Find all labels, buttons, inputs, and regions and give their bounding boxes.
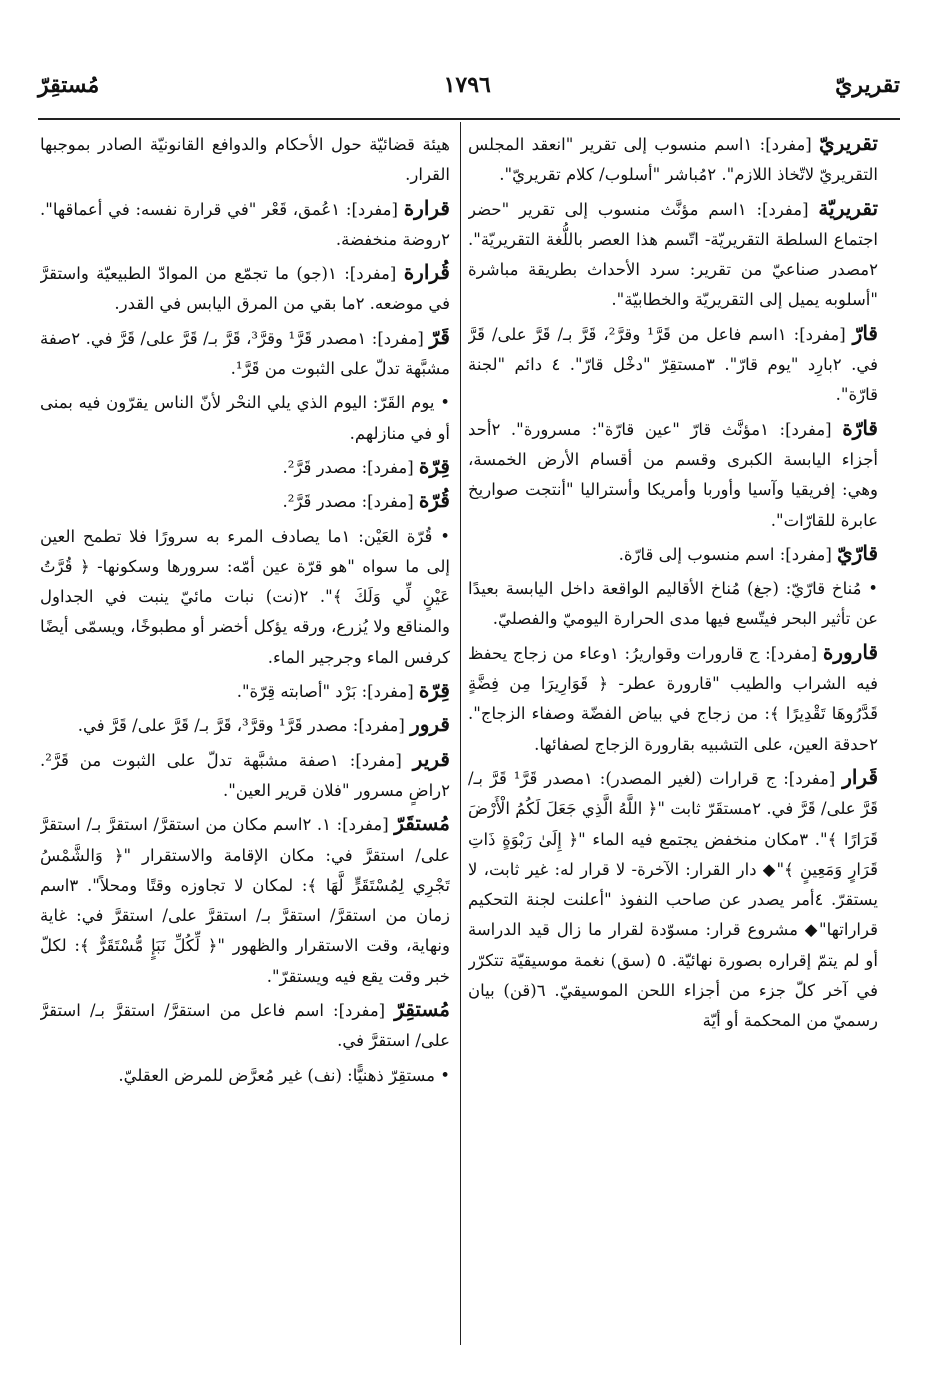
entry [40,451,450,483]
definition: [مفرد]: ١اسم منسوب إلى تقرير "انعقد المجلس التقريريّ لاتّخاذ اللازم". ٢مُباشر "أسلوب/ كلام تقريريّ". [468,135,878,185]
definition: [مفرد]: مصدر قَرَّ¹ وقرَّ³، قَرَّ بـ/ قَرَّ على/ قَرَّ في. [77,716,411,736]
headword: قرارة [403,195,450,220]
running-header [38,60,900,110]
headword: قارّ [852,320,878,345]
header-last-entry: مُستقِرّ [38,72,100,98]
right-column [468,128,878,1355]
headword: قارّة [842,415,878,440]
definition: [مفرد]: ١(جو) ما تجمّع من الموادّ الطبيعيّة واستقرَّ في موضعه. ٢ما بقي من المرق اليابس في القدر. [40,264,450,314]
headword: تقريريّة [818,195,878,220]
entry [40,808,450,992]
headword: قِرّة [418,453,450,478]
entry [40,128,450,191]
entry [468,762,878,1037]
column-divider [460,122,461,1345]
definition: • قُرّة العَيْن: ١ما يصادف المرء به سرورًا فلا تطمح العين إلى ما سواه "هو قرّة عين أمّه: سرورها وسكونها- ﴿ قُرَّتُ عَيْنٍ لِّي وَلَكَ ﴾". ٢(نت) نبات مائيّ ينبت في الجداول والمناقع ولا يُزرع، ورقه يؤكل أخضر أو مطبوخًا، ويسمّى أيضًا كرفس الماء وجرجير الماء. [40,526,450,667]
headword: قرور [410,712,450,737]
definition: • مستقِرّ ذهنيًّا: (نف) غير مُعرَّض للمرض العقليّ. [118,1065,450,1085]
entry [40,709,450,741]
headword: قرير [412,746,450,771]
entry [40,1059,450,1091]
entry [468,637,878,760]
definition: [مفرد]: بَرْد "أصابته قِرّة". [236,682,419,702]
definition: [مفرد]: ج قارورات وقواريرُ: ١وعاء من زجاج يحفظ فيه الشراب والطيب "قارورة عطر- ﴿ قَوَارِيرَا مِن فِضَّةٍ قَدَّرُوهَا تَقْدِيرًا ﴾: من زجاج في بياض الفضّة وصفاء الزجاج". ٢حدقة العين، على التشبيه بقارورة الزجاج لصفائها. [468,643,878,754]
entry [468,413,878,536]
definition: [مفرد]: مصدر قَرَّ². [282,492,419,512]
definition: [مفرد]: ج قرارات (لغير المصدر): ١مصدر قَرَّ¹ قَرَّ بـ/ قَرَّ على/ قَرَّ في. ٢مستقَرّ ثابت "﴿ اللَّهُ الَّذِي جَعَلَ لَكُمُ الْأَرْضَ قَرَارًا ﴾". ٣مكان منخفض يجتمع فيه الماء "﴿ إِلَىٰ رَبْوَةٍ ذَاتِ قَرَارٍ وَمَعِينٍ ﴾"◆ دار القرار: الآخرة- لا قرار له: غير ثابت، لا يستقرّ. ٤أمر يصدر عن صاحب النفوذ "أعلنت لجنة التحكيم قراراتها"◆ مشروع قرار: مسوّدة لقرار ما زال قيد الدراسة أو لم يتمّ إقراره بصورة نهائيّة. ٥ (سق) نغمة موسيقيّة تتكرّر في آخر كلّ جزء من أجزاء اللحن الموسيقيّ. ٦(قن) بيان رسميّ من المحكمة أو أيّة [468,768,878,1031]
entry [468,128,878,191]
entry [40,744,450,807]
entry [40,994,450,1057]
headword: قِرّة [418,678,450,703]
definition: [مفرد]: ١. ٢اسم مكان من استقرَّ/ استقرَّ بـ/ استقرَّ على/ استقرَّ في: مكان الإقامة والاستقرار "﴿ وَالشَّمْسُ تَجْرِي لِمُسْتَقَرٍّ لَّهَا ﴾: لمكان لا تجاوزه وقتًا ومحلاً". ٣اسم زمان من استقرَّ/ استقرَّ بـ/ استقرَّ على/ استقرَّ في: غاية ونهاية، وقت الاستقرار والظهور "﴿ لِّكُلِّ نَبَإٍ مُّسْتَقَرٌّ ﴾: لكلّ خبر وقت يقع فيه ويستقرّ". [40,815,450,986]
headword: مُستقَرّ [394,811,450,836]
entry [468,538,878,570]
headword: قُرّة [418,488,450,513]
headword: مُستقِرّ [394,997,450,1022]
definition: [مفرد]: ١مؤنَّث قارّ "عين قارّة": مسرورة". ٢أحد أجزاء اليابسة الكبرى وقسم من أقسام الأرض الخمسة، وهي: إفريقيا وآسيا وأوربا وأمريكا وأستراليا "أنتجت صواريخ عابرة للقارّات". [468,419,878,530]
definition: [مفرد]: مصدر قَرَّ². [282,457,419,477]
entry [468,318,878,411]
definition: [مفرد]: ١اسم فاعل من قَرَّ¹ وقرَّ²، قَرَّ بـ/ قَرَّ على/ قَرَّ في. ٢بارِد "يوم قارّ". ٣مستقِرّ "دخْل قارّ". ٤ دائم "لجنة قارّة". [468,324,878,405]
definition: • مُناخ قارّيّ: (جغ) مُناخ الأقاليم الواقعة داخل اليابسة بعيدًا عن تأثير البحر فيتّسع فيها مدى الحرارة اليوميّ والفصليّ. [468,579,878,629]
entry [40,675,450,707]
definition: [مفرد]: ١مصدر قَرَّ¹ وقرَّ³، قَرَّ بـ/ قَرَّ على/ قَرَّ في. ٢صفة مشبَّهة تدلّ على الثبوت من قَرَّ¹. [40,328,450,379]
headword: قُرارة [403,260,450,285]
page-number: ١٧٩٦ [443,72,491,98]
headword: قَرّ [429,324,450,349]
entry [40,322,450,385]
entry [40,520,450,673]
headword: تقريريّ [819,131,878,155]
left-column [40,128,450,1355]
headword: قارورة [822,639,878,664]
header-rule [38,118,900,120]
definition: [مفرد]: ١صفة مشبَّهة تدلّ على الثبوت من قَرَّ². ٢راضٍ مسرور "فلان قرير العين". [40,750,450,800]
entry [468,572,878,635]
definition: [مفرد]: اسم فاعل من استقرَّ/ استقرَّ بـ/ استقرَّ على/ استقرَّ في. [40,1001,450,1051]
entry [468,193,878,316]
entry [40,193,450,256]
definition: [مفرد]: اسم منسوب إلى قارّة. [618,544,838,564]
definition: [مفرد]: ١اسم مؤنَّث منسوب إلى تقرير "حضر اجتماع السلطة التقريريّة- اتّسم هذا العصر باللُّغة التقريريّة". ٢مصدر صناعيّ من تقرير: سرد الأحداث بطريقة مباشرة "أسلوبه يميل إلى التقريريّة والخطابيّة". [468,199,878,310]
entry [40,386,450,449]
definition: هيئة قضائيّة حول الأحكام والدوافع القانونيّة الصادر بموجبها القرار. [40,135,450,185]
definition: • يوم القَرّ: اليوم الذي يلي النحْر لأنّ الناس يقرّون فيه بمنى أو في منازلهم. [40,393,450,443]
headword: قارّيّ [837,540,878,565]
definition: [مفرد]: ١عُمق، قَعْر "في قرارة نفسه: في أعماقها". ٢روضة منخفضة. [40,199,450,249]
headword: قَرار [842,764,878,789]
header-first-entry: تقريريّ [835,72,900,98]
entry [40,485,450,517]
entry [40,257,450,320]
